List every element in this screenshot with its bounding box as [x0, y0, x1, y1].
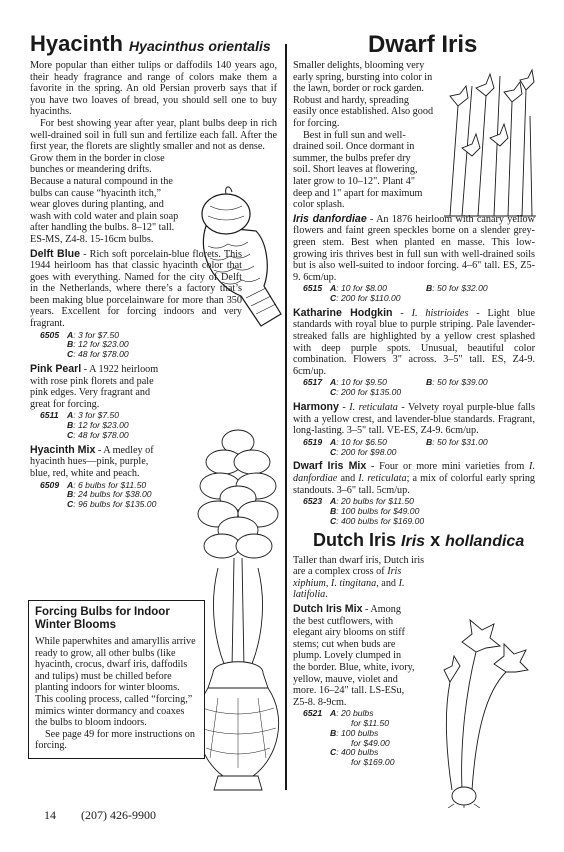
price-option[interactable]: : 100 bulbs for $49.00	[336, 505, 420, 516]
dutch-iris-title: Dutch Iris	[313, 529, 397, 550]
price-option[interactable]: : 6 bulbs for $11.50	[73, 479, 147, 490]
item-number: 6521	[303, 708, 323, 719]
price-list	[40, 331, 277, 360]
dwarf-iris-care: Best in full sun and well-drained soil. Once dormant in summer, the bulbs prefer dry soil. Short leaves at flowering, later grow to 10–12". Plant 4" deep and 1" apart for maximum color splash.	[293, 129, 423, 211]
price-code: A	[330, 496, 337, 507]
variety-name: Katharine Hodgkin	[293, 306, 393, 319]
price-code: A	[67, 329, 74, 340]
page-number: 14	[44, 808, 56, 822]
variety-latin: I. histrioides	[411, 307, 469, 319]
dwarf-iris-title: Dwarf Iris	[368, 31, 478, 58]
price-option[interactable]: : 200 for $98.00	[336, 446, 397, 457]
variety-text: - A medley of hyacinth hues—pink, purple, blue, red, white and peach.	[30, 444, 154, 479]
intro-text: ,	[325, 577, 331, 589]
variety-name: Pink Pearl	[30, 363, 82, 376]
variety-desc: Katharine Hodgkin - I. histrioides - Light blue standards with royal blue to purple striping. Pale lavender-streaked falls are highlighted by a yellow crest splashed with deep purple spots. Unusual, beautiful color combination. Flowers 3" across. 3–5" tall. ES, Z4-9. 6cm/up.	[293, 306, 535, 377]
dutch-iris-section	[293, 529, 535, 769]
dwarf-iris-section	[293, 30, 535, 772]
forcing-box-more[interactable]: See page 49 for more instructions on forcing.	[35, 728, 195, 752]
price-option[interactable]: : 50 for $32.00	[432, 283, 488, 294]
dutch-iris-intro	[293, 555, 425, 601]
price-option[interactable]: : 3 for $7.50	[73, 410, 120, 421]
price-amount: for $11.50	[351, 718, 390, 729]
variety-desc	[293, 214, 535, 284]
phone-number[interactable]: (207) 426-9900	[81, 808, 156, 822]
price-option[interactable]: : 20 bulbs	[336, 708, 374, 719]
hyacinth-heading	[30, 30, 277, 60]
variety-desc	[30, 364, 160, 410]
price-list	[40, 481, 277, 510]
price-option[interactable]: : 12 for $23.00	[73, 420, 129, 431]
price-option[interactable]: : 10 for $8.00	[336, 283, 387, 294]
variety-desc	[30, 249, 242, 330]
intro-text: Taller than dwarf iris, Dutch iris are a complex cross of	[293, 554, 425, 578]
forcing-box-body: While paperwhites and amaryllis arrive ready to grow, all other bulbs (like hyacinth, crocus, dwarf iris, daffodils and tulips) must be chilled before planting indoors for winter blooms. This cooling process, called “forcing,” mimics winter dormancy and coaxes the bulbs to bloom indoors.	[35, 636, 196, 729]
variety-harmony	[293, 402, 535, 457]
price-option[interactable]: : 400 bulbs for $169.00	[336, 515, 425, 526]
intro-latin: I. tingitana	[330, 577, 377, 589]
variety-name: Dutch Iris Mix	[293, 602, 363, 615]
price-list	[40, 411, 277, 440]
price-option[interactable]: : 3 for $7.50	[73, 329, 120, 340]
variety-name: Harmony	[293, 401, 339, 414]
price-amount: for $169.00	[351, 757, 395, 768]
variety-desc	[293, 461, 535, 496]
price-option[interactable]: : 20 bulbs for $11.50	[336, 496, 414, 507]
variety-text: - Rich soft porcelain-blue florets. This 1944 heirloom has that classic hyacinth color that goes with everything. Named for the city of Delft in the Netherlands, where there’s a factory that’s been making blue porcelainware for more than 350 years. Excellent for forcing indoors and very fragrant.	[30, 248, 242, 330]
hyacinth-planting: Grow them in the border in close bunches or meandering drifts. Because a natural compound in the bulbs can cause “hyacinth itch,” wear gloves during planting, and wash with cold water and plain soap after handling the bulbs. 8–12" tall. ES-MS, Z4-8. 15-16cm bulbs.	[30, 152, 179, 245]
price-code: B	[67, 420, 74, 431]
forcing-box-title: Forcing Bulbs for Indoor Winter Blooms	[35, 606, 170, 631]
price-code: A	[330, 708, 337, 719]
variety-text: - A 1922 heirloom with rose pink florets and pale pink edges. Very fragrant and great for forcing.	[30, 364, 159, 410]
forcing-bulbs-box	[28, 600, 205, 759]
variety-text: - Velvety royal purple-blue falls with a yellow crest, and lavender-blue standards. Fragrant, long-lasting. 3–5" tall. VE-ES, Z4-9. 6cm/up.	[293, 402, 535, 437]
price-code: B	[330, 727, 337, 738]
variety-name: Dwarf Iris Mix	[293, 460, 367, 473]
price-code: C	[330, 515, 337, 526]
variety-latin: I. reticulata	[358, 473, 407, 484]
variety-name: Delft Blue	[30, 247, 81, 260]
variety-text: - Four or more mini varieties from	[366, 461, 530, 473]
variety-katharine-hodgkin	[293, 308, 535, 398]
hyacinth-title: Hyacinth	[30, 31, 123, 56]
price-amount: for $49.00	[351, 737, 390, 748]
price-option[interactable]: : 200 for $110.00	[336, 293, 401, 304]
price-list: 6515 A: 10 for $8.00 B: 50 for $32.00 C: 200 for $110.00	[303, 283, 488, 304]
price-code: B	[67, 339, 74, 350]
price-option[interactable]: : 50 for $39.00	[432, 377, 488, 388]
variety-text: - Among the best cutflowers, with elegant airy blooms on stiff stems; cut when buds are plump. Lovely clumped in the border. Blue, white, ivory, yellow, mauve, violet and more. 16–24" tall. LS-ESu, Z5-8. 8-9cm.	[293, 603, 415, 708]
hybrid-mark: x	[430, 529, 441, 550]
intro-text: , and	[376, 577, 399, 589]
variety-name: Hyacinth Mix	[30, 443, 96, 456]
item-number: 6519	[303, 436, 323, 447]
item-number: 6509	[40, 479, 60, 490]
variety-desc	[293, 604, 415, 708]
hyacinth-latin-name: Hyacinthus orientalis	[129, 38, 271, 54]
price-option[interactable]: : 24 bulbs for $38.00	[73, 489, 152, 500]
item-number: 6511	[40, 410, 59, 421]
price-option[interactable]: : 200 for $135.00	[336, 387, 402, 398]
price-code: B	[67, 489, 74, 500]
hyacinth-section	[30, 30, 277, 514]
price-option[interactable]: : 10 for $9.50	[336, 377, 387, 388]
variety-pink-pearl	[30, 364, 277, 441]
price-code: A	[67, 410, 74, 421]
variety-text: - An 1876 heirloom with canary yellow flowers and faint green speckles borne on a slender grey-green stem. Best when planted en masse. This low-growing iris thrives best in full sun with well-drained soils but is also well-suited to indoor forcing. 4–6" tall. ES, Z5-9. 6cm/up.	[293, 213, 535, 283]
dwarf-iris-intro: Smaller delights, blooming very early spring, bursting into color in the lawn, border or rock garden. Robust and hardy, spreading easily once established. Also good for forcing.	[293, 60, 434, 129]
item-number: 6505	[40, 329, 60, 340]
variety-dutch-iris-mix	[293, 604, 535, 768]
dutch-iris-latin-species: hollandica	[445, 532, 525, 550]
intro-latin: I. latifolia	[293, 577, 405, 601]
variety-hyacinth-mix	[30, 445, 277, 510]
price-code: A	[67, 479, 74, 490]
column-divider	[285, 44, 287, 790]
item-number: 6517	[303, 377, 323, 388]
variety-text: ; a mix of colorful early spring standouts. 3–6" tall. 5cm/up.	[293, 473, 536, 496]
variety-delft-blue	[30, 249, 277, 361]
variety-desc	[30, 445, 160, 480]
variety-latin: I. danfordiae	[293, 461, 535, 484]
price-option[interactable]: : 400 bulbs	[336, 747, 379, 758]
price-option[interactable]: : 48 for $78.00	[73, 349, 129, 360]
variety-text: - Light blue standards with royal blue to purple striping. Pale lavender-streaked falls are highlighted by a yellow crest splashed with deep purple spots. Unusual, beautiful color combination. Flowers 3" across. 3–5" tall. ES, Z4-9. 6cm/up.	[293, 307, 535, 377]
variety-dwarf-iris-mix	[293, 461, 535, 526]
hyacinth-care: For best showing year after year, plant bulbs deep in rich well-drained soil in full sun and fertilize each fall. After the first year, the florets are slightly smaller and not as dense.	[30, 117, 277, 153]
variety-text: and	[337, 473, 359, 484]
price-code: C	[67, 499, 74, 510]
variety-name: Iris danfordiae	[293, 212, 367, 225]
variety-desc: Harmony - I. reticulata - Velvety royal purple-blue falls with a yellow crest, and lavender-blue standards. Fragrant, long-lasting. 3–5" tall. VE-ES, Z4-9. 6cm/up.	[293, 401, 535, 437]
price-option[interactable]: : 10 for $6.50	[336, 436, 387, 447]
price-option[interactable]: : 50 for $31.00	[432, 436, 488, 447]
intro-latin: Iris xiphium	[293, 566, 402, 589]
price-code: B	[330, 505, 337, 516]
price-code: C	[330, 747, 337, 758]
price-option[interactable]: : 96 bulbs for $135.00	[73, 499, 157, 510]
price-option[interactable]: : 48 for $78.00	[73, 430, 129, 441]
price-list	[303, 709, 535, 768]
item-number: 6515	[303, 283, 323, 294]
item-number: 6523	[303, 496, 323, 507]
dutch-iris-heading	[313, 529, 535, 553]
price-list: 6519 A: 10 for $6.50 B: 50 for $31.00 C: 200 for $98.00	[303, 436, 488, 457]
dutch-iris-latin-genus: Iris	[401, 532, 426, 550]
price-list: 6517 A: 10 for $9.50 B: 50 for $39.00 C: 200 for $135.00	[303, 377, 488, 398]
price-code: C	[67, 349, 74, 360]
hyacinth-intro: More popular than either tulips or daffodils 140 years ago, their heady fragrance and range of colors make them a favorite in the spring. An old Persian proverb says that if you have two loaves of bread, you should sell one to buy hyacinths.	[30, 60, 277, 118]
intro-text: .	[325, 589, 328, 601]
price-option[interactable]: : 100 bulbs	[336, 727, 379, 738]
price-option[interactable]: : 12 for $23.00	[73, 339, 129, 350]
price-list	[303, 497, 535, 526]
variety-latin: I. reticulata	[349, 402, 398, 414]
price-code: C	[67, 430, 74, 441]
variety-iris-danfordiae	[293, 214, 535, 304]
page-footer	[44, 808, 178, 823]
